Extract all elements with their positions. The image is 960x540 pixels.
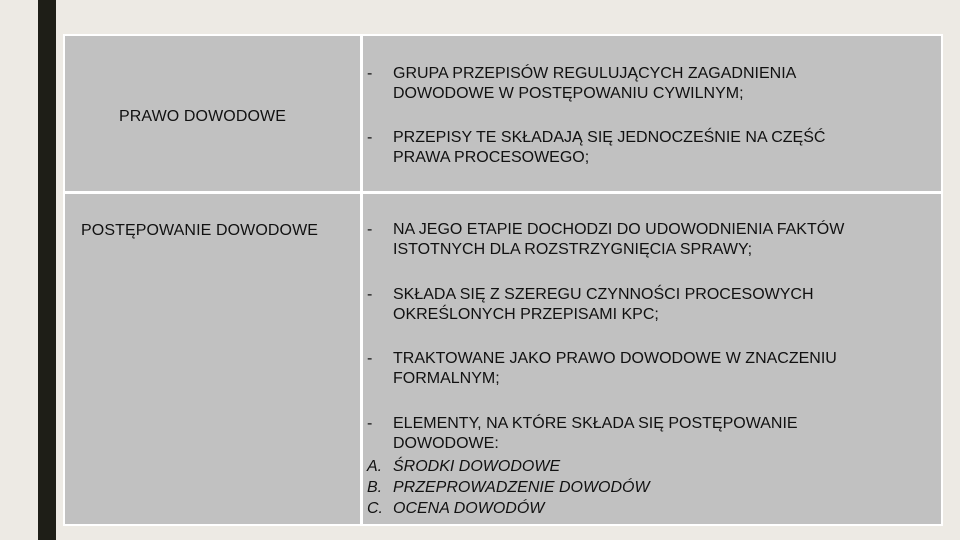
- definition-item: [367, 285, 935, 325]
- term-label: POSTĘPOWANIE DOWODOWE: [81, 222, 319, 239]
- sub-item-label: C.: [367, 500, 383, 517]
- sub-item-text: PRZEPROWADZENIE DOWODÓW: [393, 479, 650, 496]
- definitions-table: [63, 34, 943, 526]
- definition-item: [367, 220, 935, 260]
- sub-item-text: ŚRODKI DOWODOWE: [393, 458, 561, 475]
- definition-cell-postepowanie-dowodowe: [363, 194, 941, 524]
- definition-line: DOWODOWE W POSTĘPOWANIU CYWILNYM;: [393, 85, 744, 102]
- definition-line: PRAWA PROCESOWEGO;: [393, 149, 590, 166]
- term-cell-postepowanie-dowodowe: [65, 194, 360, 524]
- definition-line: TRAKTOWANE JAKO PRAWO DOWODOWE W ZNACZENIU: [393, 350, 837, 367]
- definition-line: FORMALNYM;: [393, 370, 500, 387]
- sub-item: [367, 457, 560, 477]
- definition-line: NA JEGO ETAPIE DOCHODZI DO UDOWODNIENIA FAKTÓW: [393, 221, 845, 238]
- dash-marker: -: [367, 129, 373, 146]
- accent-side-bar: [38, 0, 56, 540]
- dash-marker: -: [367, 286, 373, 303]
- definition-line: ISTOTNYCH DLA ROZSTRZYGNIĘCIA SPRAWY;: [393, 241, 753, 258]
- definition-line: DOWODOWE:: [393, 435, 499, 452]
- sub-item: [367, 499, 544, 519]
- definition-item: [367, 64, 935, 104]
- definition-line: GRUPA PRZEPISÓW REGULUJĄCYCH ZAGADNIENIA: [393, 65, 797, 82]
- dash-marker: -: [367, 221, 373, 238]
- definition-item: [367, 349, 935, 389]
- dash-marker: -: [367, 350, 373, 367]
- sub-item-label: B.: [367, 479, 383, 496]
- dash-marker: -: [367, 65, 373, 82]
- term-cell-prawo-dowodowe: [65, 36, 360, 191]
- definition-item: [367, 414, 935, 454]
- definition-cell-prawo-dowodowe: [363, 36, 941, 191]
- sub-item-label: A.: [367, 458, 383, 475]
- sub-item: [367, 478, 650, 498]
- term-label: PRAWO DOWODOWE: [119, 108, 287, 125]
- definition-line: SKŁADA SIĘ Z SZEREGU CZYNNOŚCI PROCESOWYCH: [393, 286, 814, 303]
- definition-line: ELEMENTY, NA KTÓRE SKŁADA SIĘ POSTĘPOWANIE: [393, 415, 798, 432]
- definition-line: OKREŚLONYCH PRZEPISAMI KPC;: [393, 306, 659, 323]
- definition-item: [367, 128, 935, 168]
- sub-item-text: OCENA DOWODÓW: [393, 500, 545, 517]
- definition-line: PRZEPISY TE SKŁADAJĄ SIĘ JEDNOCZEŚNIE NA CZĘŚĆ: [393, 129, 826, 146]
- dash-marker: -: [367, 415, 373, 432]
